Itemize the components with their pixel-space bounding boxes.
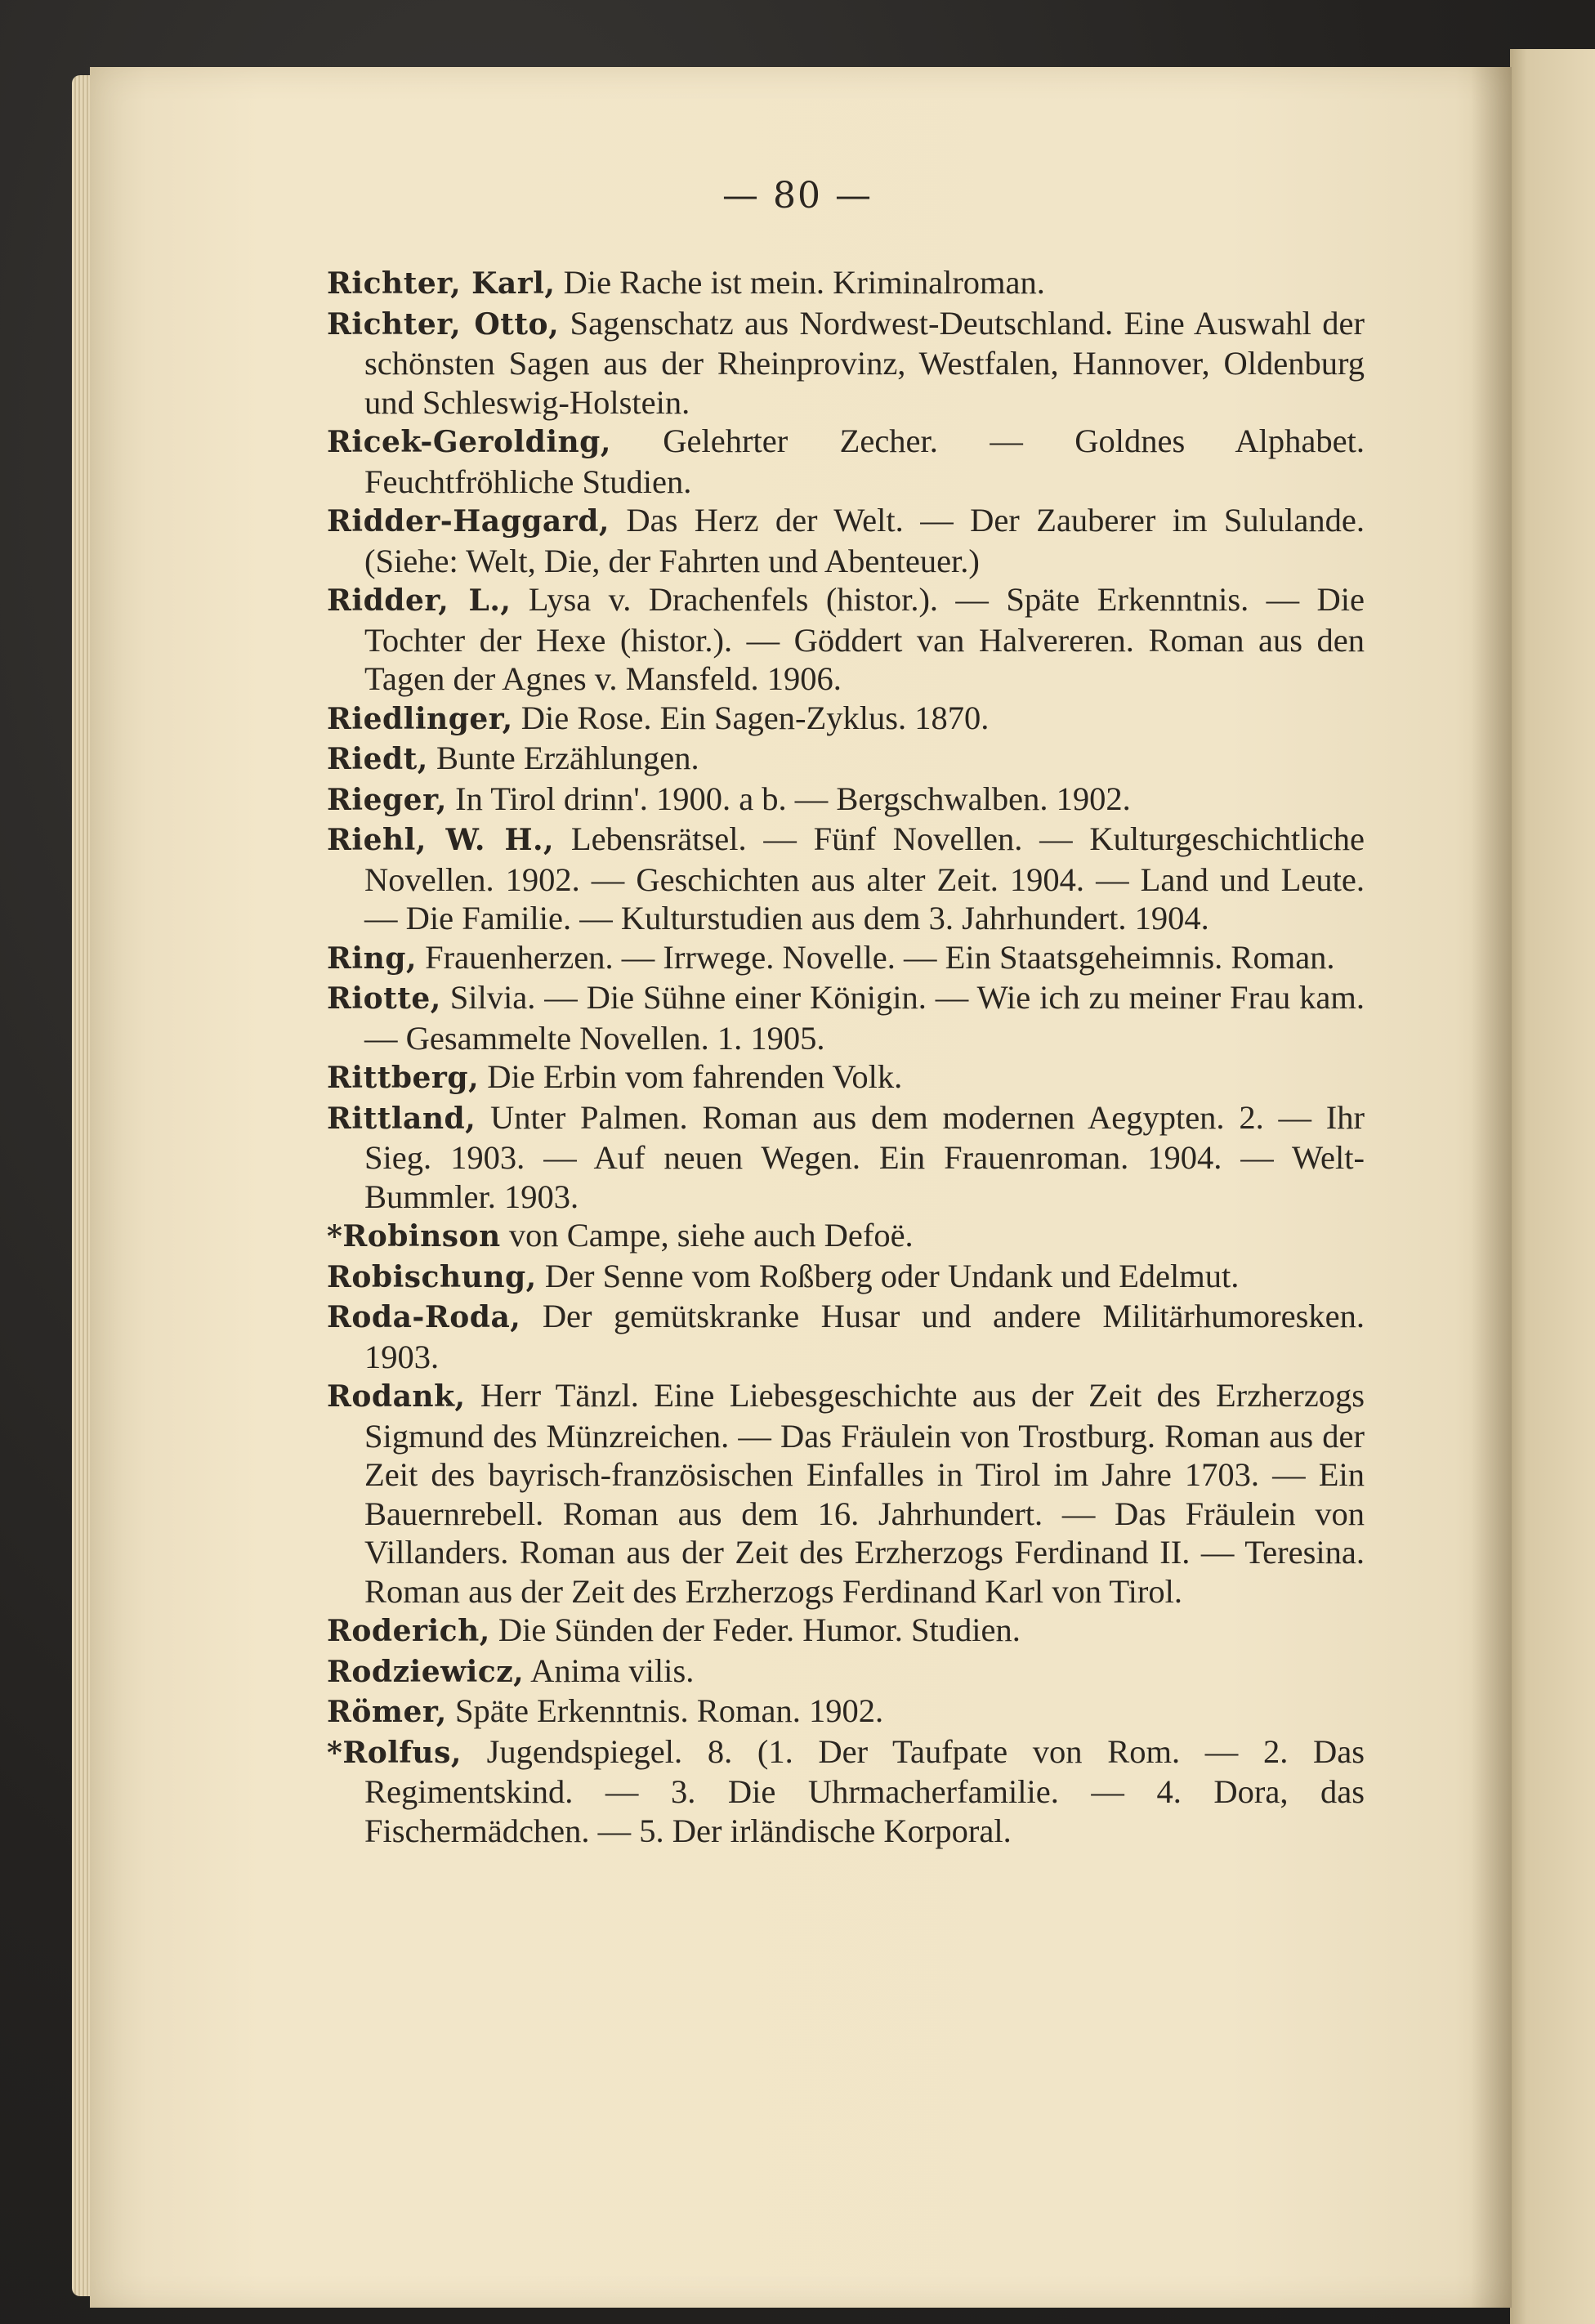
catalog-entry <box>327 1057 1365 1098</box>
entry-text: Sagenschatz aus Nordwest-Deutschland. Eine Auswahl der schönsten Sagen aus der Rheinprovinz, Westfalen, Hannover, Oldenburg und Schleswig-Holstein. <box>364 304 1365 421</box>
entry-text: von Campe, siehe auch Defoë. <box>508 1217 914 1254</box>
catalog-entry <box>327 1611 1365 1651</box>
entry-author: Riehl, W. H., <box>327 823 555 857</box>
entry-text: Gelehrter Zecher. — Goldnes Alphabet. Feuchtfröhliche Studien. <box>364 422 1365 500</box>
page-number: — 80 — <box>722 175 873 217</box>
entry-author: Riotte, <box>327 981 441 1016</box>
entry-text: Die Sünden der Feder. Humor. Studien. <box>498 1611 1021 1648</box>
catalog-entry <box>327 1651 1365 1692</box>
entry-author: Roderich, <box>327 1614 490 1648</box>
catalog-entry <box>327 422 1365 501</box>
catalog-entry <box>327 501 1365 580</box>
entry-text: In Tirol drinn'. 1900. a b. — Bergschwalben. 1902. <box>455 780 1131 817</box>
catalog-entry <box>327 1732 1365 1851</box>
entry-author: Rodziewicz, <box>327 1654 525 1689</box>
catalog-entry <box>327 1297 1365 1376</box>
entry-author: Riedt, <box>327 742 428 776</box>
entry-text: Späte Erkenntnis. Roman. 1902. <box>454 1692 884 1729</box>
catalog-entry <box>327 938 1365 979</box>
entry-author: Riedlinger, <box>327 701 513 736</box>
entry-author: Robischung, <box>327 1259 537 1294</box>
entry-author: Rodank, <box>327 1379 466 1414</box>
entry-text: Die Rache ist mein. Kriminalroman. <box>563 264 1045 301</box>
catalog-entry <box>327 699 1365 740</box>
catalog-entry <box>327 1376 1365 1611</box>
entry-author: Römer, <box>327 1695 447 1729</box>
entry-author: Rittberg, <box>327 1061 480 1095</box>
entry-author: Ring, <box>327 941 417 976</box>
catalog-entry <box>327 739 1365 780</box>
entry-text: Anima vilis. <box>530 1651 695 1689</box>
adjacent-page <box>1510 49 1595 2324</box>
entry-text: Die Rose. Ein Sagen-Zyklus. 1870. <box>520 699 990 736</box>
catalog-entry <box>327 1098 1365 1217</box>
entry-author: Ridder-Haggard, <box>327 504 610 539</box>
entry-text: Jugendspiegel. 8. (1. Der Taufpate von Rom. — 2. Das Regimentskind. — 3. Die Uhrmacherfamilie. — 4. Dora, das Fischermädchen. — 5. Der irländische Korporal. <box>364 1732 1365 1849</box>
entry-author: Ridder, L., <box>327 583 512 618</box>
entry-text: Bunte Erzählungen. <box>436 740 699 776</box>
catalog-entry <box>327 304 1365 422</box>
entry-text: Frauenherzen. — Irrwege. Novelle. — Ein Staatsgeheimnis. Roman. <box>425 938 1335 976</box>
entry-author: Richter, Karl, <box>327 266 556 301</box>
entry-text: Die Erbin vom fahrenden Volk. <box>487 1058 903 1095</box>
entry-author: Rittland, <box>327 1101 476 1136</box>
entry-text: Das Herz der Welt. — Der Zauberer im Sululande. (Siehe: Welt, Die, der Fahrten und Abenteuer.) <box>364 502 1365 579</box>
entry-text: Unter Palmen. Roman aus dem modernen Aegypten. 2. — Ihr Sieg. 1903. — Auf neuen Wegen. Ein Frauenroman. 1904. — Welt-Bummler. 1903. <box>364 1098 1365 1215</box>
entry-text: Lysa v. Drachenfels (histor.). — Späte Erkenntnis. — Die Tochter der Hexe (histor.). — Göddert van Halvereren. Roman aus den Tagen der Agnes v. Mansfeld. 1906. <box>364 581 1365 697</box>
catalog-entry <box>327 263 1365 304</box>
entry-author: Roda-Roda, <box>327 1300 521 1334</box>
entry-author: Rieger, <box>327 782 447 817</box>
catalog-entries <box>327 263 1365 1850</box>
entry-text: Lebensrätsel. — Fünf Novellen. — Kulturgeschichtliche Novellen. 1902. — Geschichten aus alter Zeit. 1904. — Land und Leute. — Die Familie. — Kulturstudien aus dem 3. Jahrhundert. 1904. <box>364 820 1365 936</box>
catalog-entry <box>327 780 1365 820</box>
entry-text: Silvia. — Die Sühne einer Königin. — Wie ich zu meiner Frau kam. — Gesammelte Novellen. 1. 1905. <box>364 979 1365 1057</box>
catalog-entry <box>327 1257 1365 1298</box>
entry-text: Der Senne vom Roßberg oder Undank und Edelmut. <box>544 1257 1240 1294</box>
entry-text: Der gemütskranke Husar und andere Militärhumoresken. 1903. <box>364 1298 1365 1375</box>
catalog-entry <box>327 1692 1365 1732</box>
catalog-entry <box>327 820 1365 938</box>
entry-author: *Rolfus, <box>327 1735 462 1770</box>
catalog-entry <box>327 1216 1365 1257</box>
catalog-entry <box>327 978 1365 1057</box>
entry-author: *Robinson <box>327 1219 501 1254</box>
catalog-entry <box>327 580 1365 699</box>
entry-text: Herr Tänzl. Eine Liebesgeschichte aus der Zeit des Erzherzogs Sigmund des Münzreichen. — Das Fräulein von Trostburg. Roman aus der Zeit des bayrisch-französischen Einfalles in Tirol im Jahre 1703. — Ein Bauernrebell. Roman aus dem 16. Jahrhundert. — Das Fräulein von Villanders. Roman aus der Zeit des Erzherzogs Ferdinand II. — Teresina. Roman aus der Zeit des Erzherzogs Ferdinand Karl von Tirol. <box>364 1377 1365 1610</box>
entry-author: Ricek-Gerolding, <box>327 425 611 459</box>
entry-author: Richter, Otto, <box>327 306 560 342</box>
spine-shadow <box>1471 67 1512 2308</box>
